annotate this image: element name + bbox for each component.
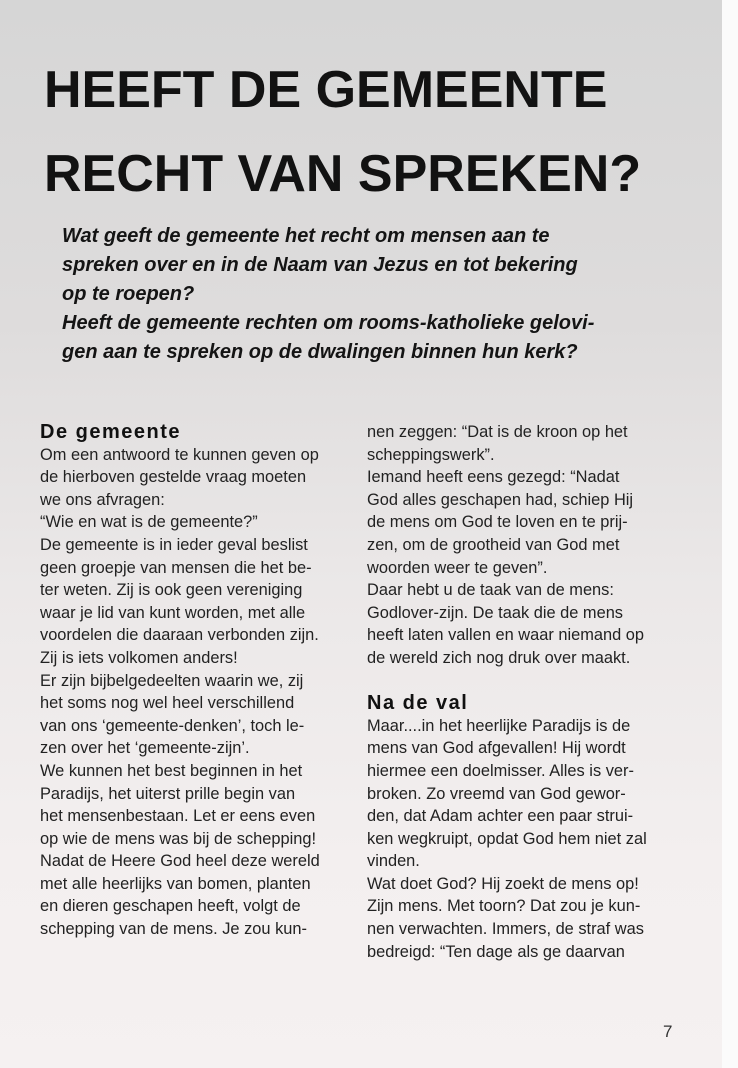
body-line: “Wie en wat is de gemeente?”: [40, 513, 258, 532]
body-line: heeft laten vallen en waar niemand op: [367, 626, 645, 645]
body-line: woorden weer te geven”.: [367, 558, 548, 577]
body-line: Maar....in het heerlijke Paradijs is de: [367, 716, 631, 735]
body-line: Paradijs, het uiterst prille begin van: [40, 784, 296, 803]
body-line: het mensenbestaan. Let er eens even: [40, 807, 316, 826]
body-line: waar je lid van kunt worden, met alle: [40, 603, 306, 622]
body-line: van ons ‘gemeente-denken’, toch le-: [40, 716, 305, 735]
body-line: op wie de mens was bij de schepping!: [40, 829, 317, 848]
section-heading: Na de val: [367, 692, 469, 715]
title-line: RECHT VAN SPREKEN?: [44, 145, 642, 203]
body-line: Zij is iets volkomen anders!: [40, 648, 238, 667]
page-edge: [722, 0, 738, 1068]
body-line: broken. Zo vreemd van God gewor-: [367, 784, 626, 803]
left-column: [40, 421, 360, 941]
body-line: en dieren geschapen heeft, volgt de: [40, 897, 301, 916]
paragraph-group: [367, 715, 687, 964]
body-line: Zijn mens. Met toorn? Dat zou je kun-: [367, 897, 641, 916]
body-line: Om een antwoord te kunnen geven op: [40, 445, 319, 464]
body-line: Godlover-zijn. De taak die de mens: [367, 603, 623, 622]
body-line: vinden.: [367, 852, 420, 871]
body-line: mens van God afgevallen! Hij wordt: [367, 739, 626, 758]
body-line: bedreigd: “Ten dage als ge daarvan: [367, 942, 625, 961]
body-line: de wereld zich nog druk over maakt.: [367, 648, 631, 667]
body-line: den, dat Adam achter een paar strui-: [367, 807, 634, 826]
body-line: nen verwachten. Immers, de straf was: [367, 920, 644, 939]
body-line: De gemeente is in ieder geval beslist: [40, 535, 308, 554]
body-line: schepping van de mens. Je zou kun-: [40, 920, 307, 939]
intro-questions: [62, 222, 702, 367]
page-number: 7: [663, 1022, 673, 1041]
body-line: ter weten. Zij is ook geen vereniging: [40, 581, 303, 600]
body-line: de mens om God te loven en te prij-: [367, 513, 628, 532]
intro-line: Wat geeft de gemeente het recht om mensen aan te: [62, 225, 550, 247]
body-line: hiermee een doelmisser. Alles is ver-: [367, 761, 634, 780]
right-column: [367, 421, 687, 963]
intro-line: gen aan te spreken op de dwalingen binnen hun kerk?: [62, 341, 578, 363]
body-line: geen groepje van mensen die het be-: [40, 558, 312, 577]
body-line: Er zijn bijbelgedeelten waarin we, zij: [40, 671, 304, 690]
intro-line: op te roepen?: [62, 283, 195, 305]
paragraph-gap: [367, 670, 687, 693]
title-line: HEEFT DE GEMEENTE: [44, 61, 608, 119]
body-line: scheppingswerk”.: [367, 445, 495, 464]
body-line: Nadat de Heere God heel deze wereld: [40, 852, 320, 871]
intro-line: spreken over en in de Naam van Jezus en tot bekering: [62, 254, 578, 276]
section-heading: De gemeente: [40, 421, 181, 443]
body-line: Wat doet God? Hij zoekt de mens op!: [367, 874, 639, 893]
body-line: nen zeggen: “Dat is de kroon op het: [367, 423, 628, 441]
body-line: Iemand heeft eens gezegd: “Nadat: [367, 468, 620, 487]
body-line: God alles geschapen had, schiep Hij: [367, 490, 634, 509]
body-line: het soms nog wel heel verschillend: [40, 694, 295, 713]
paragraph-group: [367, 421, 687, 670]
body-line: voordelen die daaraan verbonden zijn.: [40, 626, 319, 645]
body-line: We kunnen het best beginnen in het: [40, 761, 303, 780]
body-line: we ons afvragen:: [40, 490, 165, 509]
body-line: zen, om de grootheid van God met: [367, 535, 620, 554]
body-line: ken wegkruipt, opdat God hem niet zal: [367, 829, 647, 848]
body-line: met alle heerlijks van bomen, planten: [40, 874, 311, 893]
body-line: Daar hebt u de taak van de mens:: [367, 581, 614, 600]
body-line: de hierboven gestelde vraag moeten: [40, 468, 307, 487]
body-line: zen over het ‘gemeente-zijn’.: [40, 739, 250, 758]
page-title: [44, 48, 704, 216]
intro-line: Heeft de gemeente rechten om rooms-katholieke gelovi-: [62, 312, 595, 334]
